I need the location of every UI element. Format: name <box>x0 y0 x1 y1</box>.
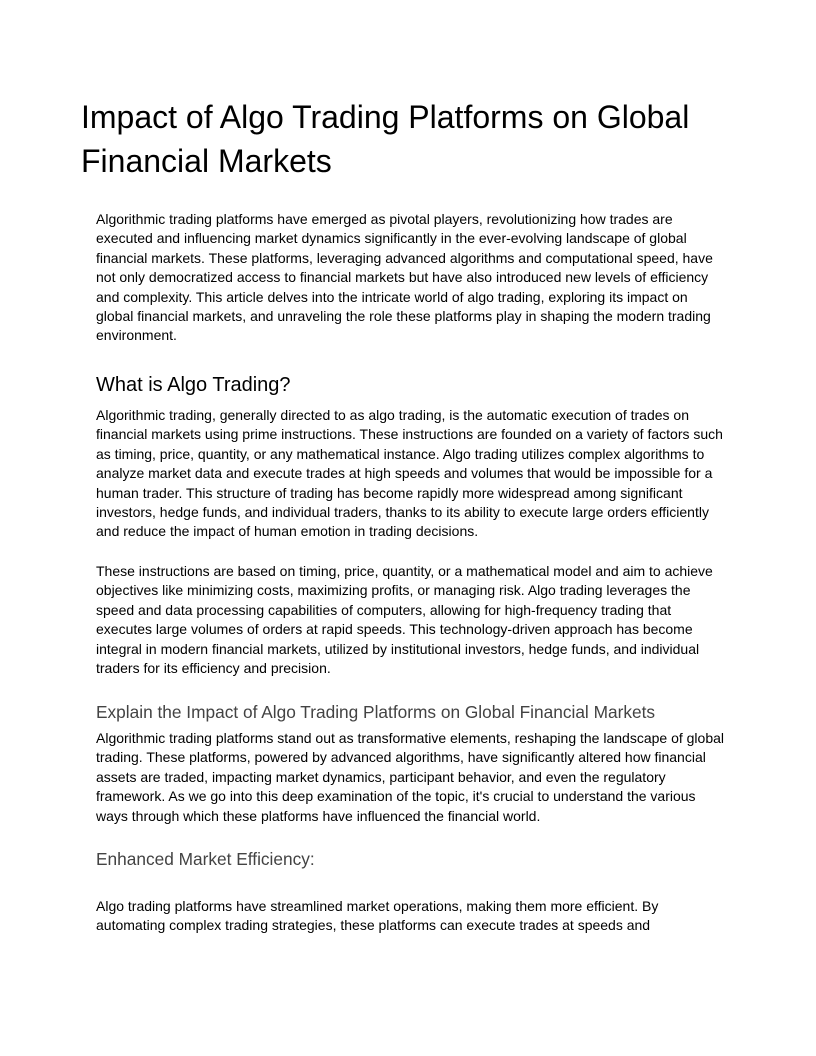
enhanced-market-efficiency-heading: Enhanced Market Efficiency: <box>96 849 315 869</box>
document-title: Impact of Algo Trading Platforms on Global Financial Markets <box>81 99 690 179</box>
what-is-algo-trading-paragraph-1: Algorithmic trading, generally directed to as algo trading, is the automatic execution of trades on financial markets using prime instructions. These instructions are founded on a variety of factors such as timing, price, quantity, or any mathematical instance. Algo trading utilizes complex algorithms to analyze market data and execute trades at high speeds and volumes that would be impossible for a human trader. This structure of trading has become rapidly more widespread among significant investors, hedge funds, and individual traders, thanks to its ability to execute large orders efficiently and reduce the impact of human emotion in trading decisions. <box>96 407 723 540</box>
enhanced-market-efficiency-paragraph: Algo trading platforms have streamlined market operations, making them more efficient. By automating complex trading strategies, these platforms can execute trades at speeds and <box>96 898 659 934</box>
what-is-algo-trading-heading: What is Algo Trading? <box>96 374 291 396</box>
what-is-algo-trading-paragraph-2: These instructions are based on timing, price, quantity, or a mathematical model and aim to achieve objectives like minimizing costs, maximizing profits, or managing risk. Algo trading leverages the speed and data processing capabilities of computers, allowing for high-frequency trading that executes large volumes of orders at rapid speeds. This technology-driven approach has become integral in modern financial markets, utilized by institutional investors, hedge funds, and individual traders for its efficiency and precision. <box>96 563 713 677</box>
intro-paragraph: Algorithmic trading platforms have emerged as pivotal players, revolutionizing how trades are executed and influencing market dynamics significantly in the ever-evolving landscape of global financial markets. These platforms, leveraging advanced algorithms and computational speed, have not only democratized access to financial markets but have also introduced new levels of efficiency and complexity. This article delves into the intricate world of algo trading, exploring its impact on global financial markets, and unraveling the role these platforms play in shaping the modern trading environment. <box>96 211 713 344</box>
impact-paragraph: Algorithmic trading platforms stand out as transformative elements, reshaping the landscape of global trading. These platforms, powered by advanced algorithms, have significantly altered how financial assets are traded, impacting market dynamics, participant behavior, and even the regulatory framework. As we go into this deep examination of the topic, it's crucial to understand the various ways through which these platforms have influenced the financial world. <box>96 730 725 824</box>
impact-heading: Explain the Impact of Algo Trading Platforms on Global Financial Markets <box>96 702 656 722</box>
